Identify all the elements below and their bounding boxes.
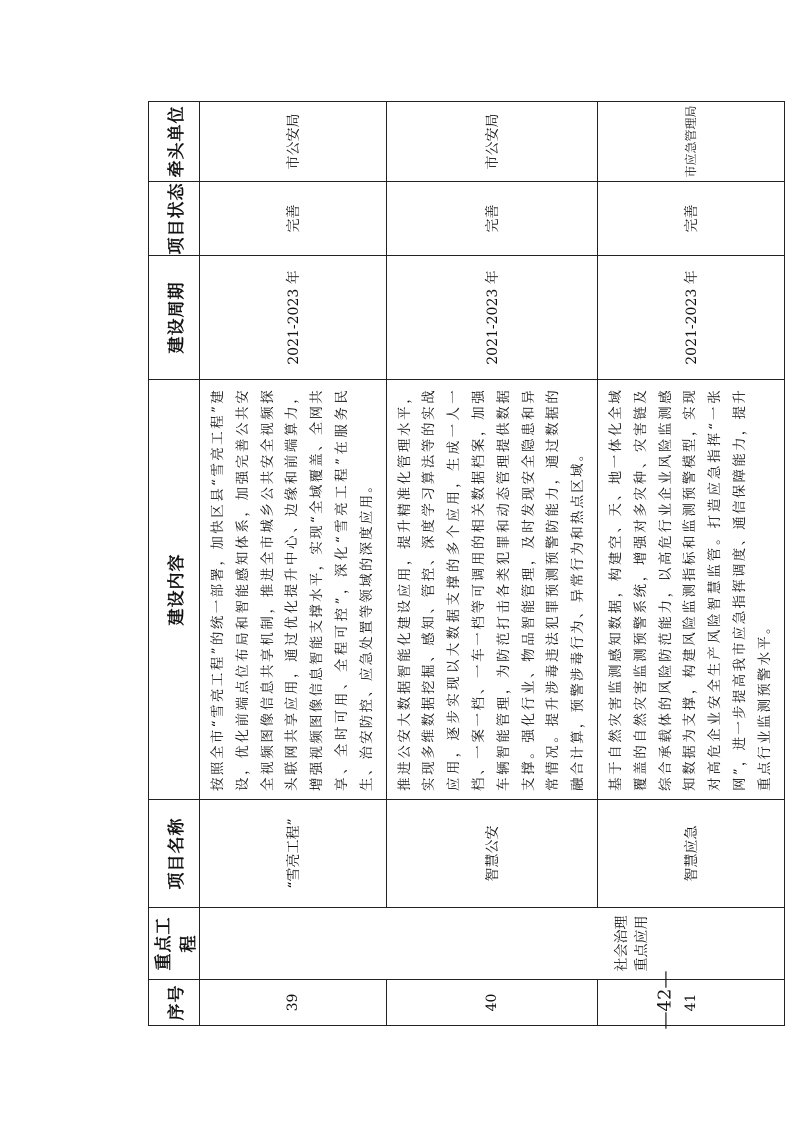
row-project-name: 智慧公安 <box>386 800 597 908</box>
header-seq: 序号 <box>149 980 200 1026</box>
row-content: 推进公安大数据智能化建设应用，提升精准化管理水平，实现多维数据挖掘、感知、管控、深度学习算法等的实战应用，逐步实现以大数据支撑的多个应用，生成一人一档、一案一档、一车一档等可调用的相关数据档案，加强车辆智能管理，为防范打击各类犯罪和动态管理提供数据支撑。强化行业、物品智能管理，及时发现安全隐患和异常情况。提升涉毒违法犯罪预测预警防能力，通过数据的融合计算，预警涉毒行为、异常行为和热点区域。 <box>386 380 597 800</box>
row-project-name: “雪亮工程” <box>200 800 387 908</box>
row-period: 2021-2023 年 <box>597 256 784 380</box>
table-row <box>386 102 597 1026</box>
row-lead-unit: 市公安局 <box>200 102 387 182</box>
key-project-label: 社会治理 重点应用 <box>613 915 650 972</box>
header-period: 建设周期 <box>149 256 200 380</box>
row-seq: 41 <box>597 980 784 1026</box>
header-row <box>149 102 200 1026</box>
row-period: 2021-2023 年 <box>200 256 387 380</box>
project-table <box>148 101 785 1026</box>
page-number: —42— <box>654 970 676 1030</box>
table-row <box>597 102 784 1026</box>
key-project-group <box>200 908 785 980</box>
header-lead-unit: 牵头单位 <box>149 102 200 182</box>
header-key-project: 重点工程 <box>149 908 200 980</box>
row-content: 按照全市“雪亮工程”的统一部署，加快区县“雪亮工程”建设，优化前端点位布局和智能感知体系，加强完善公共安全视频图像信息共享机制，推进全市城乡公共安全视频探头联网共享应用，通过优化提升中心、边缘和前端算力，增强视频图像信息智能支撑水平，实现“全域覆盖、全网共享、全时可用、全程可控”，深化“雪亮工程”在服务民生、治安防控、应急处置等领域的深度应用。 <box>200 380 387 800</box>
row-period: 2021-2023 年 <box>386 256 597 380</box>
row-status: 完善 <box>200 182 387 256</box>
row-seq: 39 <box>200 980 387 1026</box>
header-content: 建设内容 <box>149 380 200 800</box>
table-row <box>200 102 387 1026</box>
row-lead-unit: 市公安局 <box>386 102 597 182</box>
row-lead-unit: 市应急管理局 <box>597 102 784 182</box>
row-status: 完善 <box>386 182 597 256</box>
row-seq: 40 <box>386 980 597 1026</box>
header-status: 项目状态 <box>149 182 200 256</box>
row-status: 完善 <box>597 182 784 256</box>
header-project-name: 项目名称 <box>149 800 200 908</box>
row-project-name: 智慧应急 <box>597 800 784 908</box>
row-content: 基于自然灾害监测感知数据，构建空、天、地一体化全域覆盖的自然灾害监测预警系统，增强对多灾种、灾害链及综合承载体的风险防范能力，以高危行业企业风险监测感知数据为支撑，构建风险监测指标和监测预警模型，实现对高危企业安全生产风险智慧监管。打造应急指挥“一张网”，进一步提高我市应急指挥调度、通信保障能力，提升重点行业监测预警水平。 <box>597 380 784 800</box>
